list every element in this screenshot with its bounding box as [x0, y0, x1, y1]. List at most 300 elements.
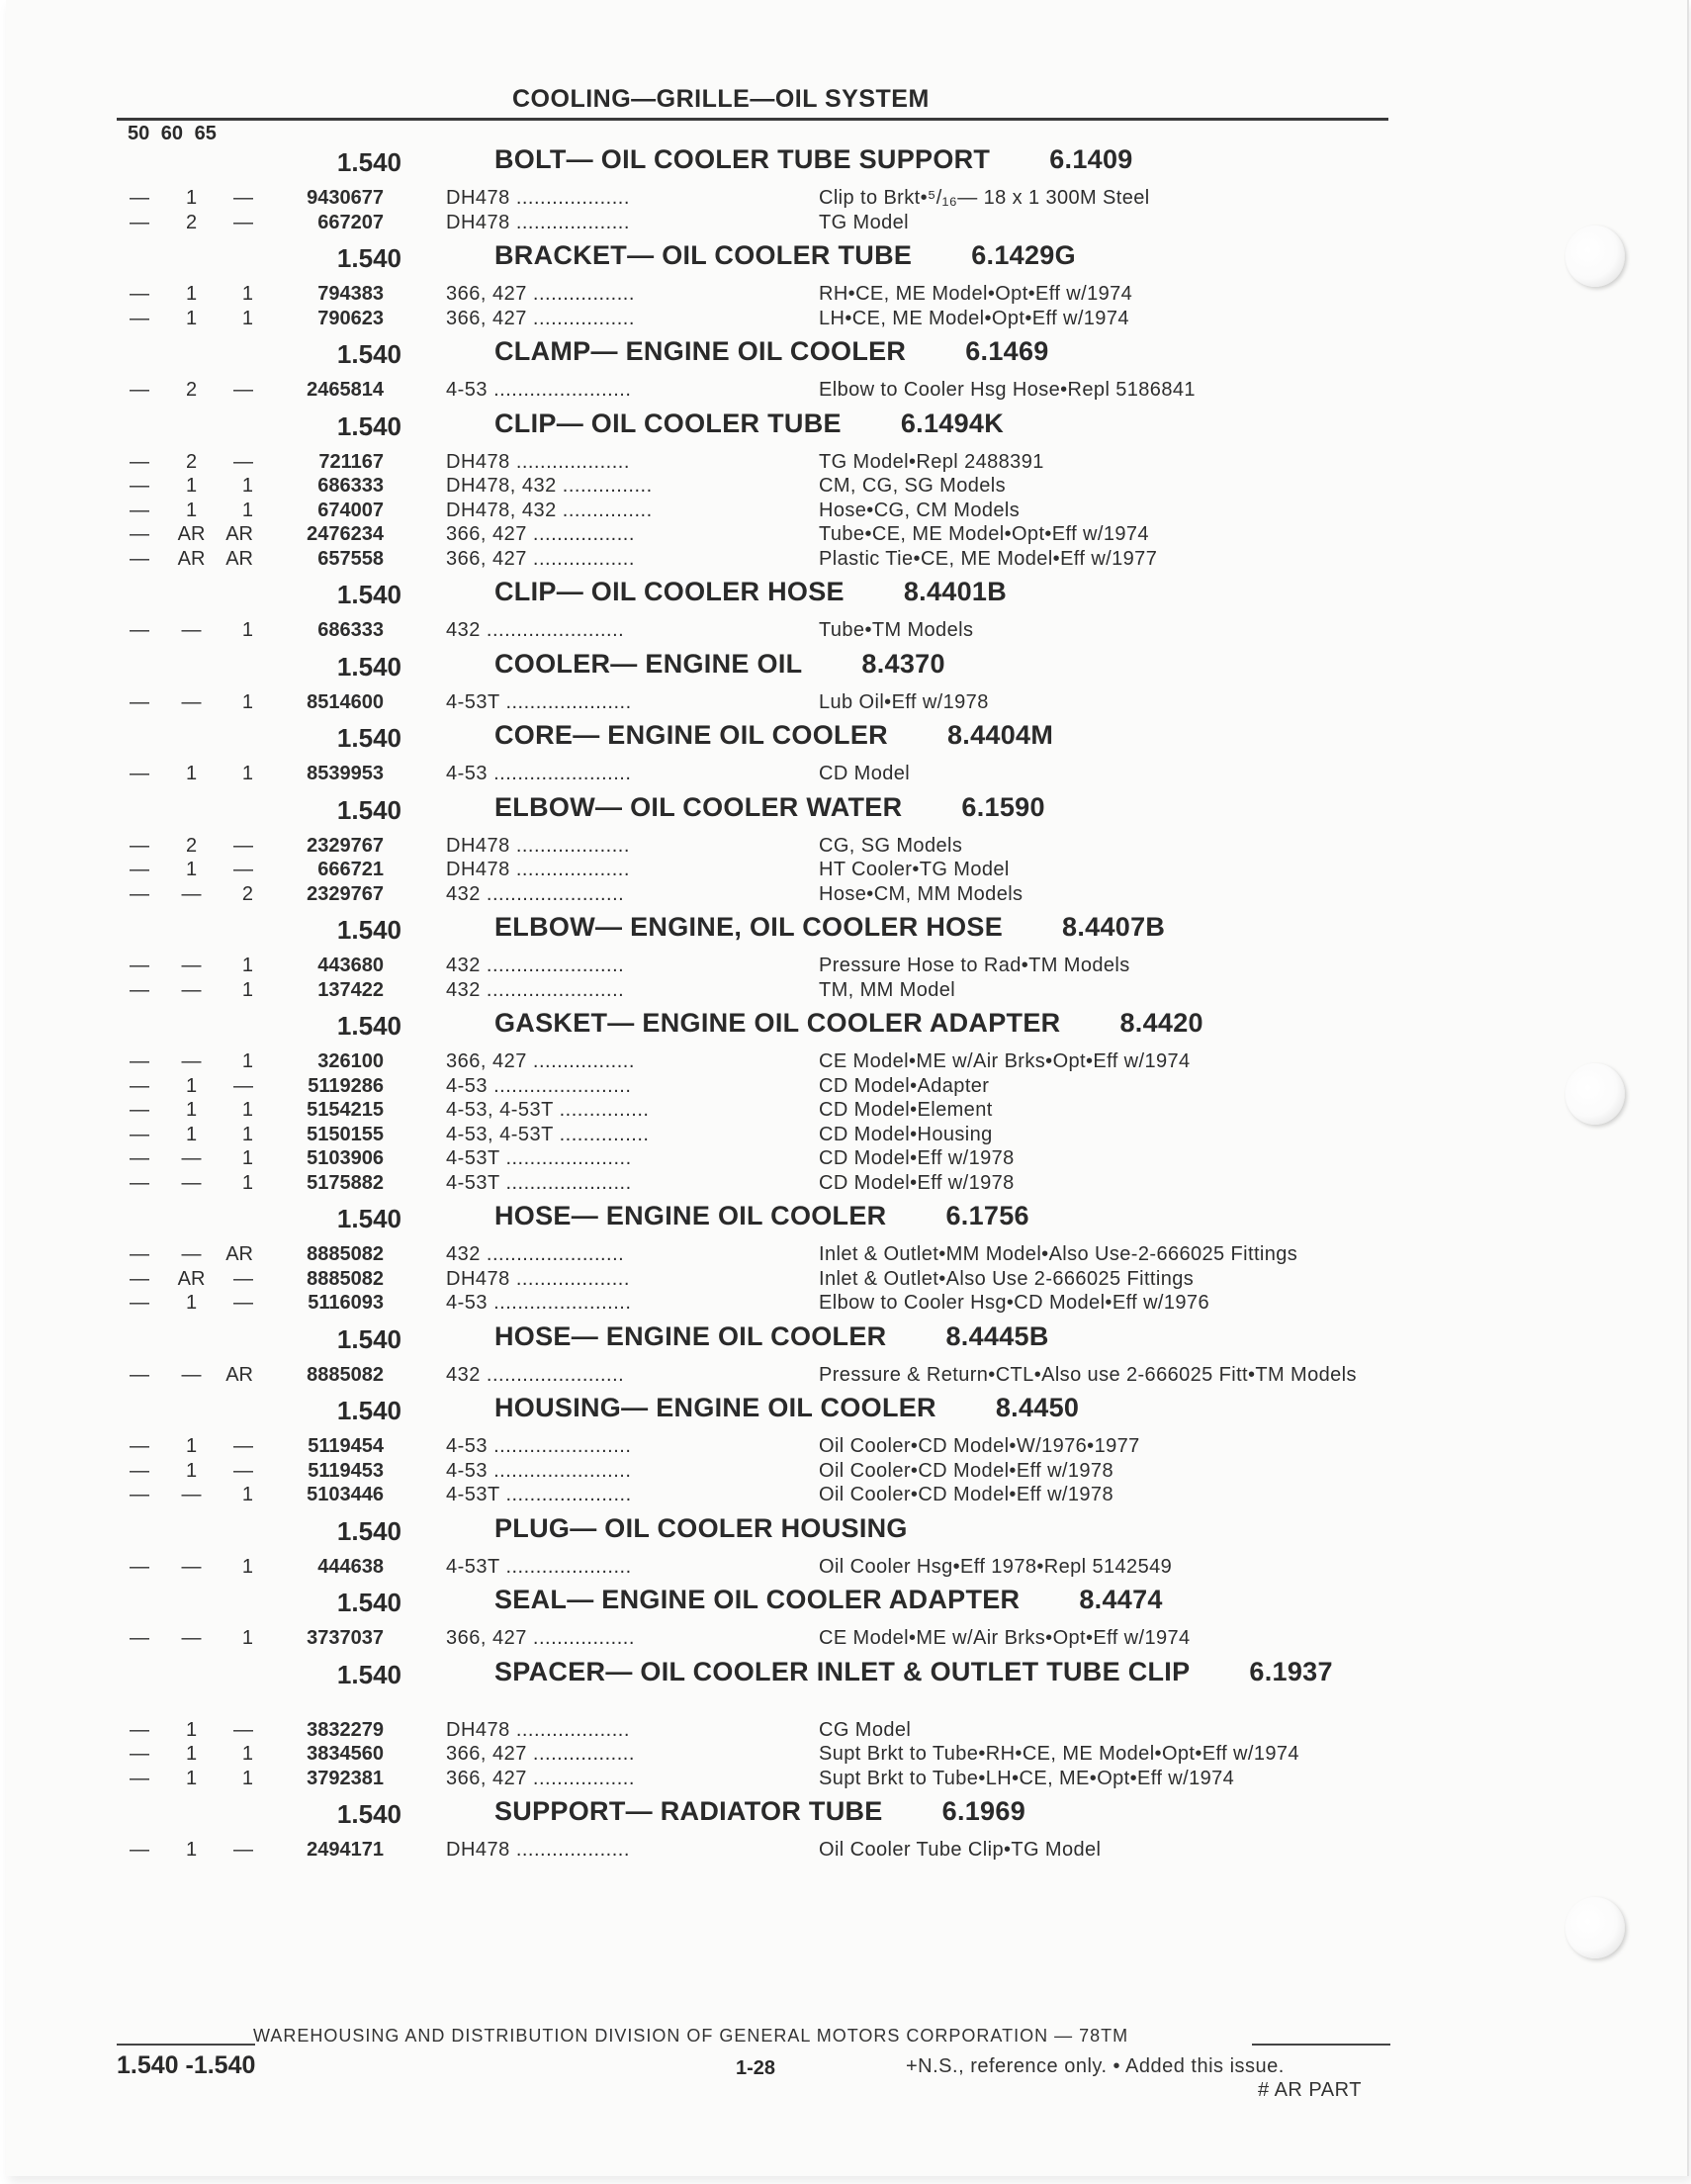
quantity-columns [6, 762, 253, 786]
part-description: Supt Brkt to Tube•LH•CE, ME•Opt•Eff w/1974 [819, 1767, 1235, 1789]
catalog-code: 8.4420 [1119, 1008, 1203, 1038]
quantity-60: 2 [185, 450, 198, 473]
part-number: 443680 [317, 955, 384, 976]
model-applicability: 432 ....................... [446, 955, 625, 976]
part-number: 686333 [317, 619, 384, 641]
quantity-50: — [130, 1123, 149, 1145]
group-header [6, 914, 1687, 954]
part-description: TG Model [819, 211, 910, 233]
group-number: 1.540 [336, 915, 401, 945]
group-header [6, 1656, 1687, 1718]
part-name: CLAMP— ENGINE OIL COOLER [494, 336, 907, 366]
part-row [6, 1838, 1687, 1863]
quantity-60: 1 [185, 1767, 198, 1789]
parts-listing [6, 146, 1687, 1870]
part-group [6, 1512, 1687, 1588]
quantity-50: — [130, 1243, 149, 1265]
part-description: CD Model•Eff w/1978 [819, 1171, 1015, 1194]
part-row [6, 690, 1687, 715]
quantity-65: 1 [241, 475, 254, 497]
model-applicability: 432 ....................... [446, 1363, 625, 1386]
quantity-60: 1 [185, 1099, 198, 1121]
footer-publisher: WAREHOUSING AND DISTRIBUTION DIVISION OF GENERAL MOTORS CORPORATION — 78TM [253, 2026, 1129, 2046]
quantity-60: — [181, 690, 202, 713]
quantity-65: AR [225, 547, 254, 570]
part-row [6, 1123, 1687, 1147]
quantity-65: — [233, 1718, 254, 1741]
quantity-50: — [130, 1292, 149, 1314]
quantity-50: — [130, 978, 149, 1001]
part-description: RH•CE, ME Model•Opt•Eff w/1974 [819, 283, 1133, 305]
group-header [6, 1798, 1687, 1838]
part-description: Pressure Hose to Rad•TM Models [819, 955, 1130, 976]
quantity-50: — [130, 1171, 149, 1194]
part-row [6, 211, 1687, 235]
quantity-columns [6, 474, 253, 499]
quantity-50: — [130, 1267, 149, 1290]
part-rows [6, 1555, 1687, 1588]
quantity-columns [6, 834, 253, 859]
quantity-columns [6, 618, 253, 643]
group-title [494, 410, 1365, 436]
quantity-columns [6, 450, 253, 475]
part-row [6, 1242, 1687, 1267]
part-name: HOUSING— ENGINE OIL COOLER [494, 1393, 936, 1422]
quantity-columns [6, 1363, 253, 1388]
quantity-50: — [130, 307, 149, 329]
quantity-columns [6, 282, 253, 307]
quantity-60: 1 [185, 1718, 198, 1741]
model-applicability: 4-53 ....................... [446, 763, 632, 784]
part-description: CD Model•Eff w/1978 [819, 1147, 1015, 1169]
part-name: BRACKET— OIL COOLER TUBE [494, 240, 913, 270]
part-description: Inlet & Outlet•MM Model•Also Use-2-666025 Fittings [819, 1243, 1298, 1265]
group-number: 1.540 [336, 580, 401, 609]
catalog-code: 6.1969 [941, 1796, 1026, 1826]
quantity-60: 1 [185, 1839, 198, 1861]
quantity-columns [6, 1742, 253, 1767]
model-applicability: 4-53, 4-53T ............... [446, 1123, 650, 1145]
part-row [6, 1459, 1687, 1484]
quantity-50: — [130, 499, 149, 521]
model-applicability: DH478 ................... [446, 187, 630, 209]
group-title [494, 1010, 1365, 1036]
quantity-columns [6, 882, 253, 907]
part-rows [6, 1718, 1687, 1799]
part-number: 674007 [317, 499, 384, 521]
quantity-65: — [233, 379, 254, 401]
group-header [6, 579, 1687, 618]
group-header [6, 791, 1687, 834]
quantity-columns [6, 378, 253, 403]
quantity-60: 1 [185, 307, 198, 329]
catalog-code: 8.4474 [1079, 1585, 1163, 1614]
quantity-60: — [181, 1484, 202, 1505]
quantity-50: — [130, 1767, 149, 1789]
quantity-60: — [181, 1555, 202, 1578]
part-name: ELBOW— ENGINE, OIL COOLER HOSE [494, 912, 1004, 942]
quantity-columns [6, 1098, 253, 1123]
part-description: Pressure & Return•CTL•Also use 2-666025 Fitt•TM Models [819, 1363, 1357, 1386]
quantity-65: 1 [241, 619, 254, 641]
part-row [6, 1291, 1687, 1316]
part-group [6, 579, 1687, 651]
part-row [6, 618, 1687, 643]
quantity-60: 1 [185, 1743, 198, 1765]
group-number: 1.540 [336, 723, 401, 753]
part-group [6, 1203, 1687, 1323]
part-number: 8885082 [307, 1363, 384, 1386]
group-title [494, 1320, 1365, 1351]
quantity-columns [6, 1074, 253, 1099]
part-description: Hose•CG, CM Models [819, 499, 1021, 521]
quantity-65: — [233, 859, 254, 880]
model-applicability: 4-53 ....................... [446, 379, 632, 401]
model-applicability: 4-53, 4-53T ............... [446, 1099, 650, 1121]
quantity-50: — [130, 619, 149, 641]
part-row [6, 834, 1687, 859]
quantity-columns [6, 211, 253, 235]
part-description: Elbow to Cooler Hsg•CD Model•Eff w/1976 [819, 1292, 1209, 1314]
group-number: 1.540 [336, 794, 401, 825]
part-group [6, 1320, 1687, 1396]
part-number: 2329767 [307, 882, 384, 905]
quantity-50: — [130, 882, 149, 905]
quantity-50: — [130, 211, 149, 233]
quantity-50: — [130, 1435, 149, 1457]
quantity-columns [6, 1718, 253, 1743]
part-number: 5150155 [307, 1123, 384, 1145]
part-row [6, 1483, 1687, 1507]
quantity-65: 1 [241, 1555, 254, 1578]
quantity-65: 1 [241, 955, 254, 976]
part-row [6, 547, 1687, 572]
part-row [6, 762, 1687, 786]
group-title [494, 1395, 1365, 1420]
model-applicability: DH478, 432 ............... [446, 499, 653, 521]
quantity-columns [6, 1242, 253, 1267]
part-name: HOSE— ENGINE OIL COOLER [494, 1320, 887, 1351]
footer-rule-left [117, 2044, 255, 2046]
part-name: CLIP— OIL COOLER TUBE [494, 408, 842, 438]
model-applicability: 4-53T ..................... [446, 1171, 632, 1194]
quantity-columns [6, 499, 253, 523]
part-description: CD Model•Housing [819, 1123, 993, 1145]
part-row [6, 1434, 1687, 1459]
section-title: COOLING—GRILLE—OIL SYSTEM [512, 85, 930, 113]
model-applicability: 366, 427 ................. [446, 547, 635, 570]
quantity-60: — [181, 1171, 202, 1194]
quantity-65: 1 [241, 1099, 254, 1121]
part-row [6, 1146, 1687, 1171]
catalog-page [6, 0, 1689, 2176]
quantity-50: — [130, 1718, 149, 1741]
catalog-code: 6.1469 [965, 336, 1049, 366]
group-header [6, 648, 1687, 690]
part-group [6, 722, 1687, 794]
group-title [494, 914, 1365, 940]
quantity-50: — [130, 1484, 149, 1505]
group-title [494, 242, 1365, 268]
quantity-65: 1 [241, 1147, 254, 1169]
quantity-60: — [181, 1147, 202, 1169]
quantity-columns [6, 1267, 253, 1292]
catalog-code: 8.4370 [861, 648, 945, 679]
punch-hole [1565, 1897, 1625, 1958]
part-number: 5119286 [308, 1074, 384, 1097]
group-title [494, 1656, 1365, 1686]
model-applicability: DH478 ................... [446, 1718, 630, 1741]
quantity-65: AR [225, 1363, 254, 1386]
part-number: 657558 [317, 547, 384, 570]
quantity-65: 1 [241, 1050, 254, 1072]
part-group [6, 1395, 1687, 1515]
part-description: CG Model [819, 1718, 912, 1741]
part-description: TG Model•Repl 2488391 [819, 450, 1044, 473]
part-description: HT Cooler•TG Model [819, 859, 1010, 880]
quantity-60: 1 [185, 499, 198, 521]
part-group [6, 410, 1687, 580]
part-group [6, 146, 1687, 242]
group-title [494, 1512, 1365, 1543]
group-title [494, 722, 1365, 748]
part-number: 5119454 [308, 1435, 384, 1457]
part-number: 5116093 [308, 1292, 384, 1314]
model-applicability: 4-53 ....................... [446, 1435, 632, 1457]
part-description: Tube•CE, ME Model•Opt•Eff w/1974 [819, 523, 1149, 545]
quantity-columns [6, 1459, 253, 1484]
part-row [6, 978, 1687, 1003]
group-header [6, 410, 1687, 450]
part-rows [6, 762, 1687, 794]
catalog-code: 8.4445B [945, 1320, 1049, 1351]
part-row [6, 882, 1687, 907]
group-range: 1.540 -1.540 [117, 2051, 256, 2079]
quantity-50: — [130, 450, 149, 473]
quantity-60: — [181, 978, 202, 1001]
model-applicability: 432 ....................... [446, 1243, 625, 1265]
model-applicability: 4-53 ....................... [446, 1292, 632, 1314]
part-number: 5175882 [307, 1171, 384, 1194]
part-name: SEAL— ENGINE OIL COOLER ADAPTER [494, 1585, 1021, 1614]
part-number: 686333 [317, 475, 384, 497]
quantity-65: — [233, 834, 254, 857]
quantity-65: 1 [241, 499, 254, 521]
part-group [6, 791, 1687, 915]
model-applicability: 4-53T ..................... [446, 1555, 632, 1578]
quantity-60: — [181, 1050, 202, 1072]
quantity-60: — [181, 955, 202, 976]
part-number: 2329767 [307, 834, 384, 857]
model-applicability: DH478 ................... [446, 450, 630, 473]
part-number: 2476234 [307, 523, 384, 545]
group-title [494, 648, 1365, 679]
group-header [6, 146, 1687, 186]
group-number: 1.540 [336, 1204, 401, 1233]
header-rule [117, 118, 1388, 121]
part-row [6, 1742, 1687, 1767]
group-title [494, 1798, 1365, 1824]
part-number: 5103906 [307, 1147, 384, 1169]
part-number: 2465814 [307, 379, 384, 401]
part-description: Lub Oil•Eff w/1978 [819, 690, 989, 713]
part-row [6, 1626, 1687, 1651]
part-group [6, 1798, 1687, 1870]
model-applicability: DH478 ................... [446, 211, 630, 233]
quantity-columns [6, 1123, 253, 1147]
part-row [6, 1074, 1687, 1099]
quantity-60: 2 [185, 834, 198, 857]
part-name: CLIP— OIL COOLER HOSE [494, 577, 845, 606]
quantity-65: — [233, 1459, 254, 1482]
part-number: 721167 [318, 450, 384, 473]
quantity-50: — [130, 955, 149, 976]
quantity-65: — [233, 187, 254, 209]
quantity-65: 1 [241, 1123, 254, 1145]
part-row [6, 378, 1687, 403]
part-number: 5103446 [307, 1484, 384, 1505]
model-applicability: 366, 427 ................. [446, 1627, 635, 1649]
part-row [6, 1555, 1687, 1580]
quantity-60: AR [177, 523, 206, 545]
group-number: 1.540 [336, 1588, 401, 1617]
part-description: CG, SG Models [819, 834, 963, 857]
legend-ar-part: # AR PART [1258, 2079, 1362, 2101]
model-applicability: 432 ....................... [446, 978, 625, 1001]
quantity-columns [6, 1291, 253, 1316]
part-rows [6, 618, 1687, 651]
quantity-65: 1 [241, 1484, 254, 1505]
catalog-code: 6.1756 [945, 1201, 1029, 1230]
quantity-50: — [130, 187, 149, 209]
quantity-65: 1 [241, 307, 254, 329]
quantity-65: — [233, 1839, 254, 1861]
model-applicability: 432 ....................... [446, 882, 625, 905]
quantity-65: 1 [241, 763, 254, 784]
quantity-50: — [130, 834, 149, 857]
group-header [6, 1203, 1687, 1242]
quantity-60: — [181, 1363, 202, 1386]
quantity-columns [6, 978, 253, 1003]
part-description: Inlet & Outlet•Also Use 2-666025 Fittings [819, 1267, 1195, 1290]
part-row [6, 307, 1687, 331]
quantity-65: — [233, 1435, 254, 1457]
model-applicability: DH478 ................... [446, 859, 630, 880]
model-applicability: 366, 427 ................. [446, 1743, 635, 1765]
quantity-65: AR [225, 1243, 254, 1265]
part-number: 5154215 [307, 1099, 384, 1121]
quantity-50: — [130, 1074, 149, 1097]
quantity-50: — [130, 763, 149, 784]
quantity-65: 1 [241, 1171, 254, 1194]
part-description: Tube•TM Models [819, 619, 974, 641]
quantity-60: 2 [185, 379, 198, 401]
quantity-60: 1 [185, 1292, 198, 1314]
quantity-50: — [130, 1147, 149, 1169]
part-row [6, 1098, 1687, 1123]
footer-rule-right [1252, 2044, 1390, 2046]
catalog-code: 6.1409 [1049, 144, 1133, 174]
quantity-columns [6, 1171, 253, 1196]
group-header [6, 722, 1687, 762]
part-number: 326100 [317, 1050, 384, 1072]
group-title [494, 146, 1365, 172]
group-number: 1.540 [336, 1323, 401, 1354]
part-number: 9430677 [307, 187, 384, 209]
part-name: COOLER— ENGINE OIL [494, 648, 803, 679]
group-header [6, 1395, 1687, 1434]
part-group [6, 1656, 1687, 1799]
group-number: 1.540 [336, 410, 401, 441]
part-name: SPACER— OIL COOLER INLET & OUTLET TUBE CLIP [494, 1656, 1191, 1686]
quantity-60: 1 [185, 1074, 198, 1097]
quantity-columns [6, 690, 253, 715]
part-description: Plastic Tie•CE, ME Model•Eff w/1977 [819, 547, 1158, 570]
group-title [494, 1587, 1365, 1612]
part-description: Supt Brkt to Tube•RH•CE, ME Model•Opt•Eff w/1974 [819, 1743, 1299, 1765]
model-applicability: 4-53T ..................... [446, 1484, 632, 1505]
part-row [6, 954, 1687, 978]
group-number: 1.540 [336, 1396, 401, 1425]
group-number: 1.540 [336, 147, 401, 177]
quantity-columns [6, 1555, 253, 1580]
model-applicability: 4-53T ..................... [446, 1147, 632, 1169]
part-group [6, 1010, 1687, 1203]
group-title [494, 1203, 1365, 1228]
quantity-65: 1 [241, 1743, 254, 1765]
quantity-65: 1 [241, 1767, 254, 1789]
model-applicability: 366, 427 ................. [446, 523, 635, 545]
part-rows [6, 954, 1687, 1010]
catalog-code: 8.4450 [995, 1393, 1080, 1422]
part-rows [6, 378, 1687, 410]
catalog-code: 6.1937 [1249, 1656, 1333, 1686]
part-number: 8514600 [307, 690, 384, 713]
part-description: CM, CG, SG Models [819, 475, 1007, 497]
part-name: CORE— ENGINE OIL COOLER [494, 720, 888, 750]
model-applicability: 4-53T ..................... [446, 690, 632, 713]
year-columns-header: 50 60 65 [128, 123, 217, 144]
model-applicability: DH478 ................... [446, 1839, 630, 1861]
quantity-columns [6, 1049, 253, 1074]
part-rows [6, 1049, 1687, 1203]
quantity-columns [6, 1146, 253, 1171]
quantity-50: — [130, 1459, 149, 1482]
quantity-50: — [130, 475, 149, 497]
quantity-65: 1 [241, 978, 254, 1001]
group-number: 1.540 [336, 1799, 401, 1829]
quantity-60: 1 [185, 1459, 198, 1482]
quantity-columns [6, 1483, 253, 1507]
group-number: 1.540 [336, 1659, 401, 1689]
quantity-60: — [181, 882, 202, 905]
quantity-columns [6, 954, 253, 978]
part-group [6, 1587, 1687, 1659]
model-applicability: DH478 ................... [446, 1267, 630, 1290]
group-title [494, 791, 1365, 822]
part-row [6, 1363, 1687, 1388]
part-number: 3792381 [307, 1767, 384, 1789]
quantity-60: 1 [185, 475, 198, 497]
quantity-65: 2 [241, 882, 254, 905]
part-number: 667207 [317, 211, 384, 233]
quantity-50: — [130, 1050, 149, 1072]
part-number: 3832279 [307, 1718, 384, 1741]
model-applicability: 366, 427 ................. [446, 1050, 635, 1072]
part-number: 5119453 [308, 1459, 384, 1482]
part-row [6, 474, 1687, 499]
quantity-65: 1 [241, 690, 254, 713]
